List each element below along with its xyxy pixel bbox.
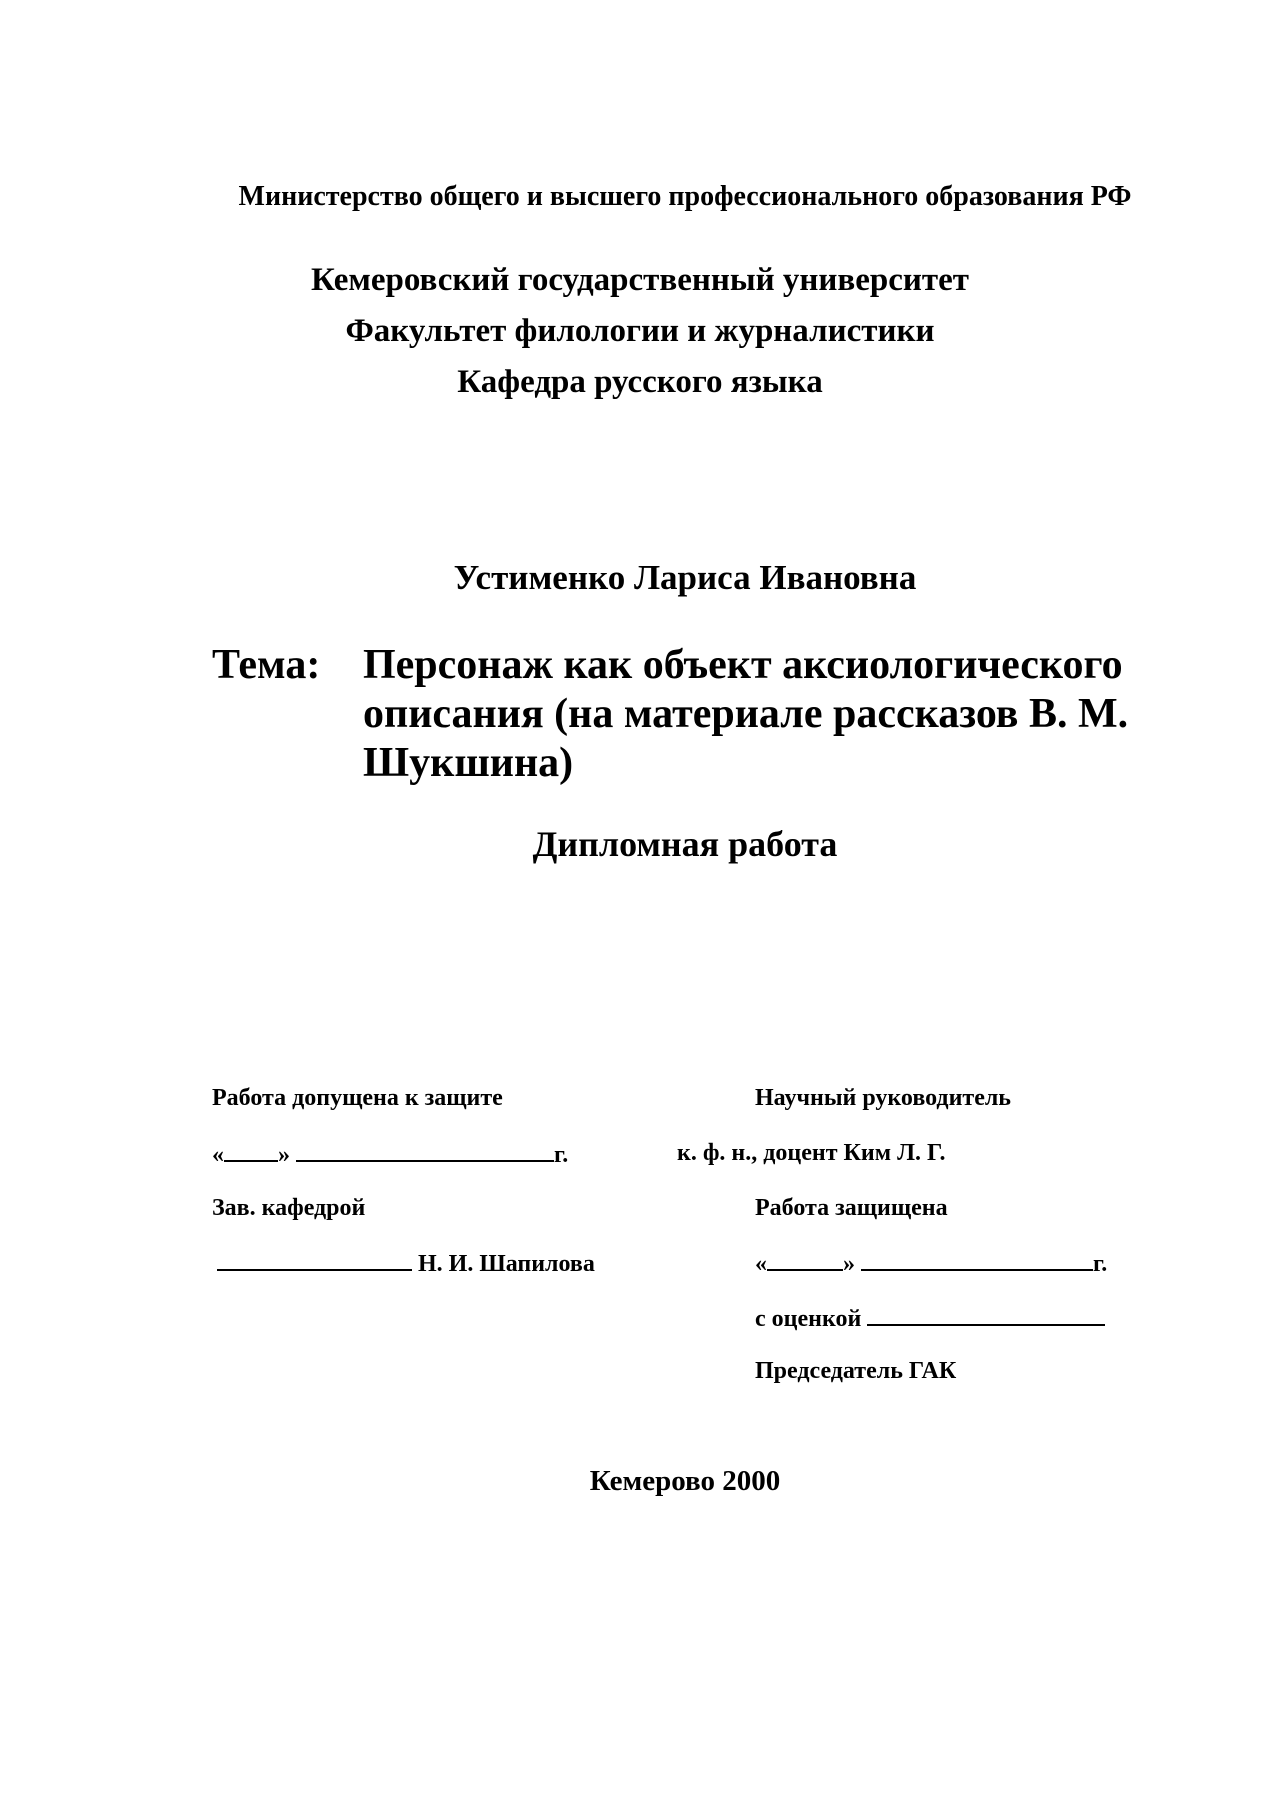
university-heading: Кемеровский государственный университет — [311, 262, 969, 298]
topic-label: Тема: — [212, 642, 321, 688]
open-quote: « — [212, 1142, 224, 1168]
ministry-heading: Министерство общего и высшего профессионального образования РФ — [238, 181, 1132, 212]
author-name: Устименко Лариса Ивановна — [453, 558, 917, 597]
signature-blank — [217, 1249, 412, 1271]
chair-label: Председатель ГАК — [755, 1358, 957, 1384]
day-blank — [224, 1140, 278, 1162]
defended-label: Работа защищена — [755, 1195, 948, 1221]
city-year: Кемерово 2000 — [589, 1465, 781, 1497]
close-quote: » — [843, 1251, 855, 1277]
day-blank — [767, 1249, 843, 1271]
month-blank — [296, 1140, 554, 1162]
grade-line — [755, 1304, 1105, 1333]
open-quote: « — [755, 1251, 767, 1277]
admitted-label: Работа допущена к защите — [212, 1085, 503, 1111]
admission-date-line — [212, 1140, 568, 1169]
supervisor-label: Научный руководитель — [755, 1085, 1011, 1111]
work-type: Дипломная работа — [532, 824, 838, 864]
defense-date-line — [755, 1249, 1107, 1278]
grade-label: с оценкой — [755, 1306, 862, 1332]
faculty-heading: Факультет филологии и журналистики — [345, 313, 935, 349]
head-name: Н. И. Шапилова — [418, 1251, 595, 1277]
close-quote: » — [278, 1142, 290, 1168]
department-heading: Кафедра русского языка — [457, 364, 823, 400]
grade-blank — [867, 1304, 1105, 1326]
head-signature-line — [217, 1249, 595, 1278]
year-suffix: г. — [1093, 1251, 1108, 1277]
year-suffix: г. — [554, 1142, 569, 1168]
topic-text: Персонаж как объект аксиологического описания (на материале рассказов В. М. Шукшина) — [363, 642, 1129, 786]
head-label: Зав. кафедрой — [212, 1195, 366, 1221]
month-blank — [861, 1249, 1093, 1271]
supervisor-name: к. ф. н., доцент Ким Л. Г. — [677, 1140, 946, 1166]
